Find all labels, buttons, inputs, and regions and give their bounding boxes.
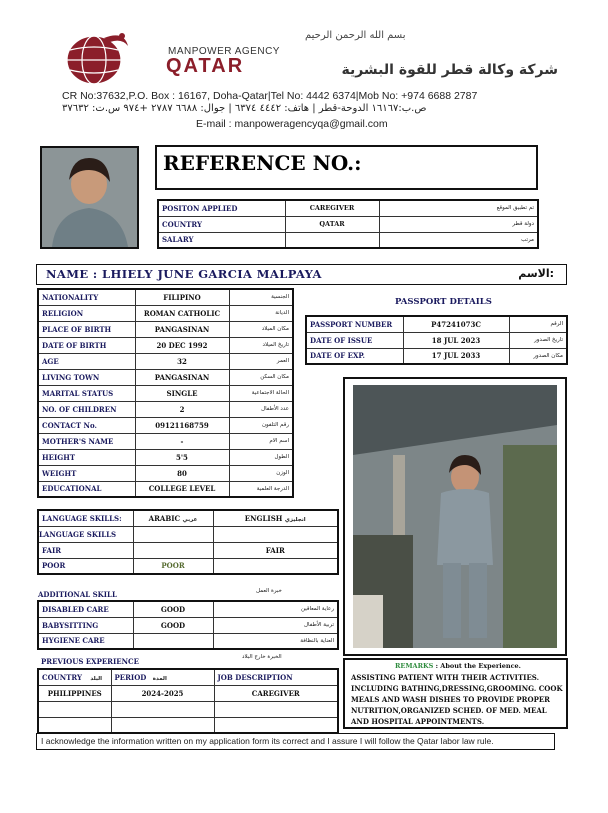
empty-cell — [133, 526, 213, 542]
arabic-fair-cell — [133, 542, 213, 558]
field-label-ar: الجنسية — [229, 289, 293, 305]
field-label-ar: الدرجة العلمية — [229, 481, 293, 497]
reference-box — [155, 145, 538, 190]
salary-value — [285, 232, 379, 248]
position-value: CAREGIVER — [285, 200, 379, 216]
passport-field-value: 17 JUL 2033 — [403, 348, 509, 364]
language-table — [37, 509, 339, 575]
agency-name-small: MANPOWER AGENCY — [168, 46, 280, 57]
country-header-label: COUNTRY — [42, 672, 82, 682]
applicant-full-photo — [353, 385, 557, 648]
table-row — [158, 216, 538, 232]
field-value: 09121168759 — [135, 417, 229, 433]
table-row — [38, 401, 293, 417]
empty-cell — [213, 526, 338, 542]
remarks-label: REMARKS — [395, 662, 434, 670]
position-label: POSITON APPLIED — [158, 200, 285, 216]
table-row — [38, 449, 293, 465]
passport-field-label: DATE OF ISSUE — [306, 332, 403, 348]
field-label-ar: مكان السكن — [229, 369, 293, 385]
field-label: RELIGION — [38, 305, 135, 321]
table-row — [38, 337, 293, 353]
skill-label-ar: رعاية المعاقين — [213, 601, 338, 617]
empty-cell — [214, 717, 338, 733]
job-description-header: JOB DESCRIPTION — [214, 669, 338, 685]
table-row — [38, 601, 338, 617]
field-value: - — [135, 433, 229, 449]
field-value: 5'5 — [135, 449, 229, 465]
period-header-ar: المدة — [152, 675, 167, 682]
table-row — [38, 685, 338, 701]
email-line: E-mail : manpoweragencyqa@gmail.com — [196, 118, 388, 130]
passport-field-label-ar: تاريخ الصدور — [509, 332, 567, 348]
field-value: 80 — [135, 465, 229, 481]
previous-experience-table — [37, 668, 339, 734]
field-value: FILIPINO — [135, 289, 229, 305]
field-label: PLACE OF BIRTH — [38, 321, 135, 337]
acknowledgement-text: I acknowledge the information written on my application form its correct and I assure I will follow the Qatar labor law rule. — [41, 736, 494, 746]
empty-cell — [38, 701, 111, 717]
skill-label-ar: تربية الأطفال — [213, 617, 338, 633]
poor-label: POOR — [38, 558, 133, 574]
country-label: COUNTRY — [158, 216, 285, 232]
empty-cell — [111, 701, 214, 717]
table-row — [38, 305, 293, 321]
remarks-about: : About the Experience. — [435, 662, 521, 670]
field-label: DATE OF BIRTH — [38, 337, 135, 353]
country-label-ar: دولة قطر — [379, 216, 538, 232]
additional-skills-table — [37, 600, 339, 650]
field-value: ROMAN CATHOLIC — [135, 305, 229, 321]
table-row — [38, 465, 293, 481]
table-row — [38, 717, 338, 733]
field-value: PANGASINAN — [135, 321, 229, 337]
field-label: LIVING TOWN — [38, 369, 135, 385]
english-fair-value: FAIR — [213, 542, 338, 558]
salary-label-ar: مرتب — [379, 232, 538, 248]
salary-label: SALARY — [158, 232, 285, 248]
reference-label: REFERENCE NO.: — [163, 151, 362, 175]
empty-cell — [214, 701, 338, 717]
position-label-ar: تم تطبيق الموقع — [379, 200, 538, 216]
applicant-portrait-photo — [40, 146, 139, 249]
additional-skill-title: ADDITIONAL SKILL — [38, 590, 117, 599]
table-row — [38, 701, 338, 717]
period-header-label: PERIOD — [114, 672, 147, 682]
agency-name-big: QATAR — [166, 55, 245, 77]
name-label-ar: الاسم: — [518, 267, 554, 280]
field-value: COLLEGE LEVEL — [135, 481, 229, 497]
globe-logo-icon — [64, 28, 130, 86]
field-label: AGE — [38, 353, 135, 369]
personal-details-table — [37, 288, 294, 498]
position-table — [157, 199, 539, 249]
table-row — [38, 385, 293, 401]
previous-experience-title-ar: الخبرة خارج البلاد — [242, 654, 282, 660]
table-row — [38, 542, 338, 558]
field-label: WEIGHT — [38, 465, 135, 481]
skill-value — [133, 633, 213, 649]
passport-field-label-ar: مكان الصدور — [509, 348, 567, 364]
table-row — [38, 289, 293, 305]
empty-cell — [38, 717, 111, 733]
skill-value: GOOD — [133, 601, 213, 617]
field-label-ar: عدد الأطفال — [229, 401, 293, 417]
field-label-ar: الديانة — [229, 305, 293, 321]
field-label: NATIONALITY — [38, 289, 135, 305]
table-row — [306, 316, 567, 332]
passport-field-label: PASSPORT NUMBER — [306, 316, 403, 332]
field-label-ar: تاريخ الميلاد — [229, 337, 293, 353]
country-value: QATAR — [285, 216, 379, 232]
arabic-header — [133, 510, 213, 526]
table-row — [158, 232, 538, 248]
field-value: 32 — [135, 353, 229, 369]
english-label-ar: انجليزي — [284, 516, 306, 523]
passport-field-value: 18 JUL 2023 — [403, 332, 509, 348]
passport-field-value: P47241073C — [403, 316, 509, 332]
table-row — [38, 417, 293, 433]
fair-label: FAIR — [38, 542, 133, 558]
field-label-ar: الحالة الاجتماعية — [229, 385, 293, 401]
language-skills-row-label: LANGUAGE SKILLS — [38, 526, 133, 542]
field-label-ar: العمر — [229, 353, 293, 369]
english-label: ENGLISH — [244, 513, 283, 523]
experience-country: PHILIPPINES — [38, 685, 111, 701]
experience-job: CAREGIVER — [214, 685, 338, 701]
field-label-ar: الوزن — [229, 465, 293, 481]
passport-title: PASSPORT DETAILS — [395, 297, 492, 307]
table-row — [38, 481, 293, 497]
table-row — [38, 617, 338, 633]
field-label-ar: رقم التلفون — [229, 417, 293, 433]
passport-field-label-ar: الرقم — [509, 316, 567, 332]
letterhead — [0, 0, 608, 135]
field-value: 20 DEC 1992 — [135, 337, 229, 353]
field-label: HEIGHT — [38, 449, 135, 465]
bismillah-text: بسم الله الرحمن الرحيم — [305, 30, 406, 41]
field-label: MARITAL STATUS — [38, 385, 135, 401]
previous-experience-title: PREVIOUS EXPERIENCE — [41, 657, 139, 666]
skill-label-ar: العناية بالنظافة — [213, 633, 338, 649]
arabic-poor-value: POOR — [133, 558, 213, 574]
field-label: EDUCATIONAL — [38, 481, 135, 497]
table-row — [38, 526, 338, 542]
country-header — [38, 669, 111, 685]
contact-line-arabic: ص.ب:١٦١٦٧ الدوحة-قطر | هاتف: ٤٤٤٢ ٦٣٧٤ | جوال: ٦٦٨٨ ٢٧٨٧ +٩٧٤ س.ت: ٣٧٦٣٢ — [62, 103, 427, 114]
field-value: PANGASINAN — [135, 369, 229, 385]
table-row — [38, 321, 293, 337]
country-header-ar: البلد — [90, 675, 103, 682]
period-header — [111, 669, 214, 685]
full-body-figure-icon — [353, 385, 557, 648]
skill-label: DISABLED CARE — [38, 601, 133, 617]
additional-skill-title-ar: خبرة العمل — [256, 588, 282, 594]
contact-line-english: CR No:37632,P.O. Box : 16167, Doha-Qatar|Tel No: 4442 6374|Mob No: +974 6688 2787 — [62, 90, 478, 102]
empty-cell — [111, 717, 214, 733]
field-label-ar: مكان الميلاد — [229, 321, 293, 337]
arabic-label-ar: عربي — [182, 516, 198, 523]
table-row — [38, 433, 293, 449]
table-row — [38, 669, 338, 685]
portrait-figure-icon — [42, 148, 137, 247]
field-label: NO. OF CHILDREN — [38, 401, 135, 417]
table-row — [38, 633, 338, 649]
passport-table — [305, 315, 568, 365]
field-label: CONTACT No. — [38, 417, 135, 433]
language-skills-header: LANGUAGE SKILLS: — [38, 510, 133, 526]
skill-label: BABYSITTING — [38, 617, 133, 633]
field-value: 2 — [135, 401, 229, 417]
remarks-heading — [395, 662, 521, 670]
field-label-ar: اسم الام — [229, 433, 293, 449]
english-header — [213, 510, 338, 526]
name-bar — [36, 264, 567, 285]
applicant-full-photo-frame — [343, 377, 567, 656]
table-row — [306, 332, 567, 348]
table-row — [38, 510, 338, 526]
agency-name-arabic: شركة وكالة قطر للقوة البشرية — [341, 62, 558, 78]
passport-field-label: DATE OF EXP. — [306, 348, 403, 364]
remarks-box — [343, 658, 568, 729]
field-value: SINGLE — [135, 385, 229, 401]
arabic-label: ARABIC — [148, 513, 181, 523]
english-poor-cell — [213, 558, 338, 574]
table-row — [38, 369, 293, 385]
applicant-name: NAME : LHIELY JUNE GARCIA MALPAYA — [46, 267, 322, 281]
field-label-ar: الطول — [229, 449, 293, 465]
table-row — [158, 200, 538, 216]
skill-value: GOOD — [133, 617, 213, 633]
experience-period: 2024-2025 — [111, 685, 214, 701]
remarks-text: ASSISTING PATIENT WITH THEIR ACTIVITIES. INCLUDING BATHING,DRESSING,GROOMING. COOK MEALS AND WASH DISHES TO PROVIDE PROPER NUTRITION,ORGANIZED SCHED. OF MED. MEAL AND HOSPITAL APPOINTMENTS. — [351, 673, 563, 726]
table-row — [306, 348, 567, 364]
skill-label: HYGIENE CARE — [38, 633, 133, 649]
acknowledgement-box — [36, 733, 555, 750]
table-row — [38, 353, 293, 369]
field-label: MOTHER'S NAME — [38, 433, 135, 449]
table-row — [38, 558, 338, 574]
